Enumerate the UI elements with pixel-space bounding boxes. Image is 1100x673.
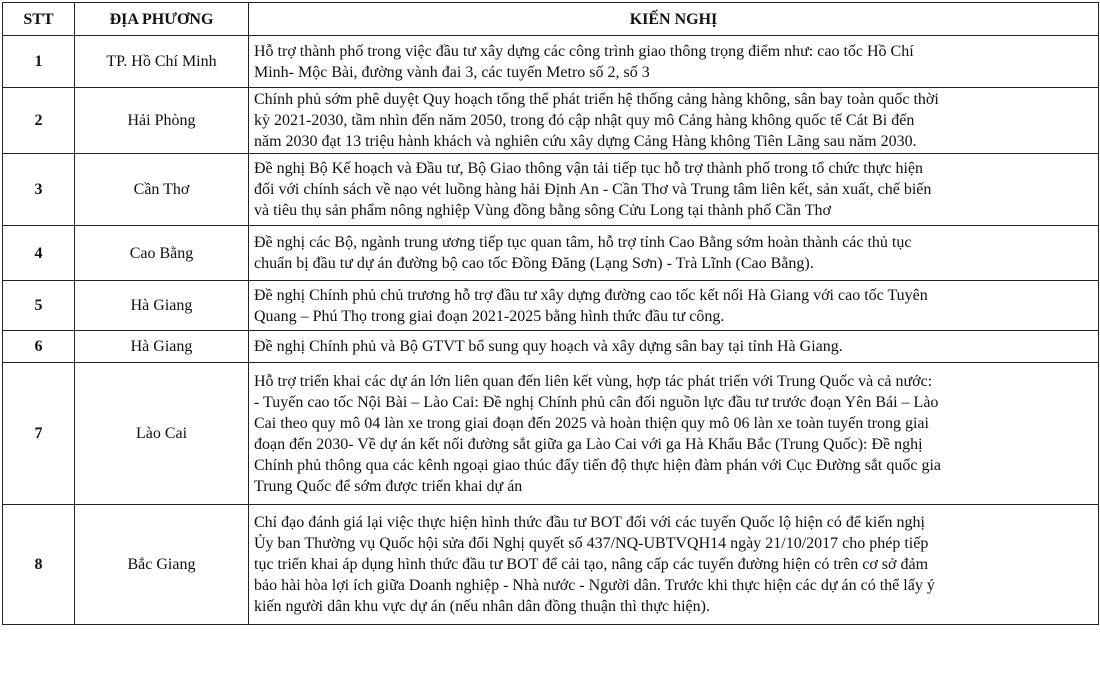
recommendation-line: Minh- Mộc Bài, đường vành đai 3, các tuyến Metro số 2, số 3	[254, 63, 650, 81]
recommendation-line: Đề nghị các Bộ, ngành trung ương tiếp tục quan tâm, hỗ trợ tỉnh Cao Bằng sớm hoàn thành các thủ tục	[254, 234, 912, 251]
recommendation-line: tục triển khai áp dụng hình thức đầu tư BOT để cải tạo, nâng cấp các tuyến đường hiện có trên cơ sở đảm	[254, 556, 929, 573]
row-location: Hà Giang	[75, 281, 249, 331]
table-row	[3, 88, 1099, 154]
row-recommendation	[249, 36, 1099, 88]
row-recommendation	[249, 154, 1099, 226]
recommendation-line: - Tuyến cao tốc Nội Bài – Lào Cai: Đề nghị Chính phủ cân đối nguồn lực đầu tư trước đoạn Yên Bái – Lào	[254, 393, 939, 411]
recommendation-line: Quang – Phú Thọ trong giai đoạn 2021-2025 bằng hình thức đầu tư công.	[254, 307, 725, 325]
header-stt: STT	[3, 3, 75, 36]
recommendation-line: bảo hài hòa lợi ích giữa Doanh nghiệp - Nhà nước - Người dân. Trước khi thực hiện các dự án có thể lấy ý	[254, 577, 935, 594]
row-stt: 1	[3, 36, 75, 88]
recommendation-line: năm 2030 đạt 13 triệu hành khách và nghiên cứu xây dựng Cảng Hàng không Tiên Lãng sau năm 2030.	[254, 133, 917, 150]
row-location: Hà Giang	[75, 331, 249, 363]
row-stt: 3	[3, 154, 75, 226]
header-row	[3, 3, 1099, 36]
row-recommendation	[249, 363, 1099, 505]
recommendation-line: kiến người dân khu vực dự án (nếu nhân dân đồng thuận thì thực hiện).	[254, 598, 710, 615]
table-row	[3, 226, 1099, 281]
row-recommendation	[249, 226, 1099, 281]
row-stt: 2	[3, 88, 75, 154]
row-location: Cao Bằng	[75, 226, 249, 281]
recommendation-line: Hỗ trợ triển khai các dự án lớn liên quan đến liên kết vùng, hợp tác phát triển với Trung Quốc và cả nước:	[254, 372, 933, 390]
recommendation-line: Chính phủ sớm phê duyệt Quy hoạch tổng thể phát triển hệ thống cảng hàng không, sân bay toàn quốc thời	[254, 91, 939, 108]
table-row	[3, 505, 1099, 625]
recommendation-line: đối với chính sách về nạo vét luồng hàng hải Định An - Cần Thơ và Trung tâm liên kết, sản xuất, chế biến	[254, 181, 932, 198]
recommendation-line: Đề nghị Chính phủ và Bộ GTVT bổ sung quy hoạch và xây dựng sân bay tại tỉnh Hà Giang.	[254, 338, 843, 355]
table-row	[3, 281, 1099, 331]
table-row	[3, 36, 1099, 88]
row-location: TP. Hồ Chí Minh	[75, 36, 249, 88]
recommendation-line: Cai theo quy mô 04 làn xe trong giai đoạn đến 2025 và hoàn thiện quy mô 06 làn xe toàn tuyến trong giai	[254, 414, 929, 432]
recommendation-line: Đề nghị Bộ Kế hoạch và Đầu tư, Bộ Giao thông vận tải tiếp tục hỗ trợ thành phố trong tổ chức thực hiện	[254, 160, 923, 177]
row-stt: 8	[3, 505, 75, 625]
header-location: ĐỊA PHƯƠNG	[75, 3, 249, 36]
recommendation-line: Đề nghị Chính phủ chủ trương hỗ trợ đầu tư xây dựng đường cao tốc kết nối Hà Giang với cao tốc Tuyên	[254, 286, 928, 304]
row-location: Lào Cai	[75, 363, 249, 505]
row-location: Cần Thơ	[75, 154, 249, 226]
row-stt: 7	[3, 363, 75, 505]
recommendation-line: đoạn đến 2030- Về dự án kết nối đường sắt giữa ga Lào Cai với ga Hà Khẩu Bắc (Trung Quốc): Đề nghị	[254, 435, 923, 453]
header-recommendation: KIẾN NGHỊ	[249, 3, 1099, 36]
row-location: Bắc Giang	[75, 505, 249, 625]
recommendation-line: Chỉ đạo đánh giá lại việc thực hiện hình thức đầu tư BOT đối với các tuyến Quốc lộ hiện có để kiến nghị	[254, 514, 925, 531]
recommendation-line: Ủy ban Thường vụ Quốc hội sửa đổi Nghị quyết số 437/NQ-UBTVQH14 ngày 21/10/2017 cho phép tiếp	[254, 535, 929, 552]
table-row	[3, 331, 1099, 363]
recommendation-line: chuẩn bị đầu tư dự án đường bộ cao tốc Đồng Đăng (Lạng Sơn) - Trà Lĩnh (Cao Bằng).	[254, 255, 814, 272]
recommendations-table	[2, 2, 1099, 625]
recommendation-line: kỳ 2021-2030, tầm nhìn đến năm 2050, trong đó cập nhật quy mô Cảng hàng không quốc tế Cát Bi đến	[254, 112, 915, 129]
row-recommendation	[249, 281, 1099, 331]
row-recommendation	[249, 331, 1099, 363]
row-recommendation	[249, 88, 1099, 154]
table-row	[3, 154, 1099, 226]
table-row	[3, 363, 1099, 505]
recommendation-line: Chính phủ thông qua các kênh ngoại giao thúc đẩy tiến độ thực hiện đàm phán với Cục Đường sắt quốc gia	[254, 456, 942, 474]
row-recommendation	[249, 505, 1099, 625]
row-stt: 5	[3, 281, 75, 331]
recommendation-line: Hỗ trợ thành phố trong việc đầu tư xây dựng các công trình giao thông trọng điểm như: cao tốc Hồ Chí	[254, 42, 914, 60]
row-stt: 4	[3, 226, 75, 281]
recommendation-line: và tiêu thụ sản phẩm nông nghiệp Vùng đồng bằng sông Cửu Long tại thành phố Cần Thơ	[254, 202, 831, 219]
row-stt: 6	[3, 331, 75, 363]
row-location: Hải Phòng	[75, 88, 249, 154]
recommendation-line: Trung Quốc để sớm được triển khai dự án	[254, 477, 523, 495]
